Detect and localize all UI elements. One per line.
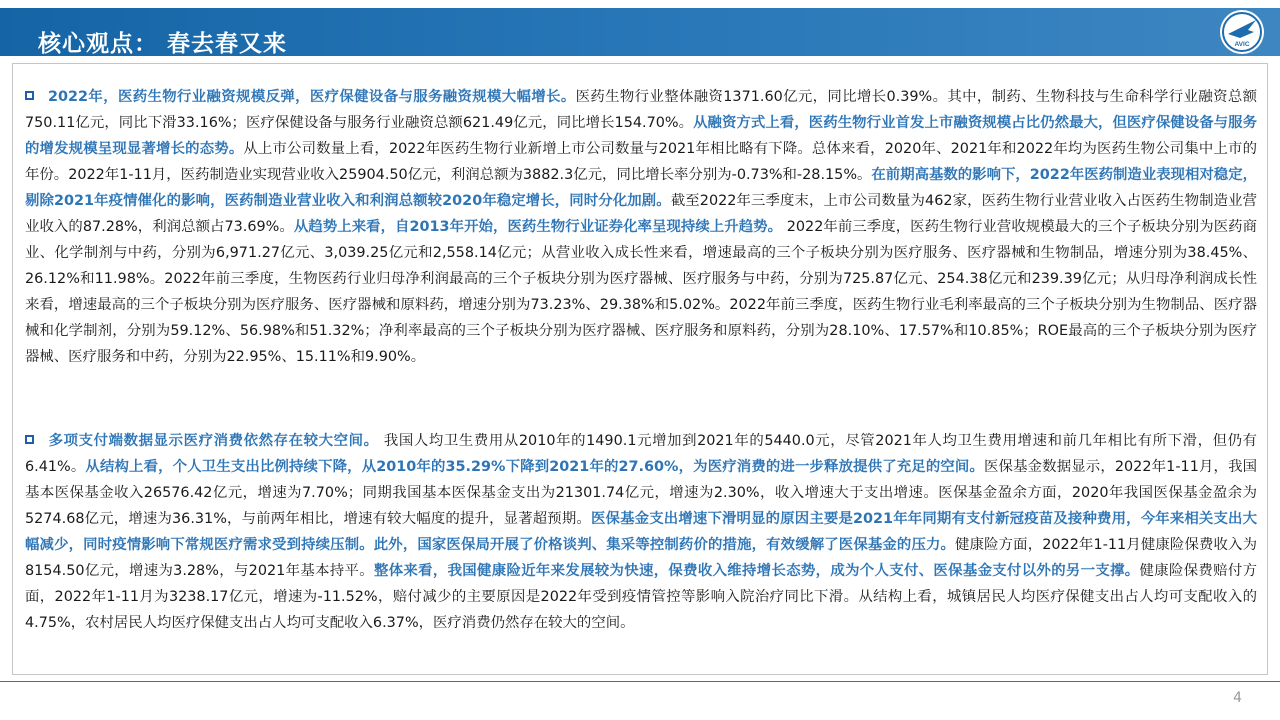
para1-seg0: 2022年，医药生物行业融资规模反弹，医疗保健设备与服务融资规模大幅增长。 <box>48 89 576 105</box>
slide-header <box>0 0 1280 62</box>
para2-seg3: 医保基金数据显示，2022年1-11月，我国基本医保基金收入26576.42亿元，增速为7.70%；同期我国基本医保基金支出为21301.74亿元，增速为2.30%，收入增速大于支出增速。医保基金盈余方面，2020年我国医保基金盈余为5274.68亿元，增速为36.31%，与前两年相比，增速有较大幅度的提升，显著超预期。 <box>25 459 1258 527</box>
para2-seg7: 健康险保费赔付方面，2022年1-11月为3238.17亿元，增速为-11.52%，赔付减少的主要原因是2022年受到疫情管控等影响入院治疗同比下滑。从结构上看，城镇居民人均医疗保健支出占人均可支配收入的4.75%，农村居民人均医疗保健支出占人均可支配收入6.37%，医疗消费仍然存在较大的空间。 <box>25 563 1257 631</box>
para2-seg6: 整体来看，我国健康险近年来发展较为快速，保费收入维持增长态势，成为个人支付、医保基金支付以外的另一支撑。 <box>373 563 1140 579</box>
footer-divider <box>0 681 1280 682</box>
para2-seg0: 多项支付端数据显示医疗消费依然存在较大空间。 <box>48 433 379 449</box>
para1-seg7: 2022年前三季度，医药生物行业营收规模最大的三个子板块分别为医药商业、化学制剂与中药，分别为6,971.27亿元、3,039.25亿元和2,558.14亿元；从营业收入成长性来看，增速最高的三个子板块分别为医疗服务、医疗器械和生物制品，增速分别为38.45%、26.12%和11.98%。2022年前三季度，生物医药行业归母净利润最高的三个子板块分别为医疗器械、医疗服务与中药，分别为725.87亿元、254.38亿元和239.39亿元；从归母净利润成长性来看，增速最高的三个子板块分别为医疗服务、医疗器械和原料药，增速分别为73.23%、29.38%和5.02%。2022年前三季度，医药生物行业毛利率最高的三个子板块分别为生物制品、医疗器械和化学制剂，分别为59.12%、56.98%和51.32%；净利率最高的三个子板块分别为医疗器械、医疗服务和原料药，分别为28.10%、17.57%和10.85%；ROE最高的三个子板块分别为医疗器械、医疗服务和中药，分别为22.95%、15.11%和9.90%。 <box>25 219 1257 365</box>
slide-title: 核心观点： 春去春又来 <box>38 31 288 57</box>
para1-seg5: 截至2022年三季度末，上市公司数量为462家，医药生物行业营业收入占医药生物制造业营业收入的87.28%，利润总额占73.69%。 <box>25 193 1258 235</box>
para1-seg6: 从趋势上来看，自2013年开始，医药生物行业证券化率呈现持续上升趋势。 <box>293 219 783 235</box>
square-bullet-icon <box>25 435 34 444</box>
para2-seg2: 从结构上看，个人卫生支出比例持续下降，从2010年的35.29%下降到2021年的27.60%，为医疗消费的进一步释放提供了充足的空间。 <box>85 459 984 475</box>
square-bullet-icon <box>25 91 34 100</box>
para1-seg1: 医药生物行业整体融资1371.60亿元，同比增长0.39%。其中，制药、生物科技与生命科学行业融资总额750.11亿元，同比下滑33.16%；医疗保健设备与服务行业融资总额621.49亿元，同比增长154.70%。 <box>25 89 1257 131</box>
title-bar <box>0 8 1280 56</box>
logo-text: AVIC <box>1234 41 1250 48</box>
content-box <box>12 63 1268 675</box>
para2-seg4: 医保基金支出增速下滑明显的原因主要是2021年年同期有支付新冠疫苗及接种费用，今年来相关支出大幅减少，同时疫情影响下常规医疗需求受到持续压制。此外，国家医保局开展了价格谈判、集采等控制药价的措施，有效缓解了医保基金的压力。 <box>25 511 1257 553</box>
avic-logo-icon <box>1218 8 1266 56</box>
para1-seg2: 从融资方式上看，医药生物行业首发上市融资规模占比仍然最大，但医疗保健设备与服务的增发规模呈现显著增长的态势。 <box>25 115 1257 157</box>
paragraph-financing <box>25 84 1257 370</box>
para1-seg3: 从上市公司数量上看，2022年医药生物行业新增上市公司数量与2021年相比略有下降。总体来看，2020年、2021年和2022年均为医药生物公司集中上市的年份。2022年1-11月，医药制造业实现营业收入25904.50亿元，利润总额为3882.3亿元，同比增长率分别为-0.73%和-28.15%。 <box>25 141 1257 183</box>
para2-seg5: 健康险方面，2022年1-11月健康险保费收入为8154.50亿元，增速为3.28%，与2021年基本持平。 <box>25 537 1257 579</box>
page-number: 4 <box>1233 690 1242 706</box>
paragraph-payment <box>25 428 1257 636</box>
para1-seg4: 在前期高基数的影响下，2022年医药制造业表现相对稳定，剔除2021年疫情催化的影响，医药制造业营业收入和利润总额较2020年稳定增长，同时分化加剧。 <box>25 167 1257 209</box>
para2-seg1: 我国人均卫生费用从2010年的1490.1元增加到2021年的5440.0元，尽管2021年人均卫生费用增速和前几年相比有所下滑，但仍有6.41%。 <box>25 433 1257 475</box>
